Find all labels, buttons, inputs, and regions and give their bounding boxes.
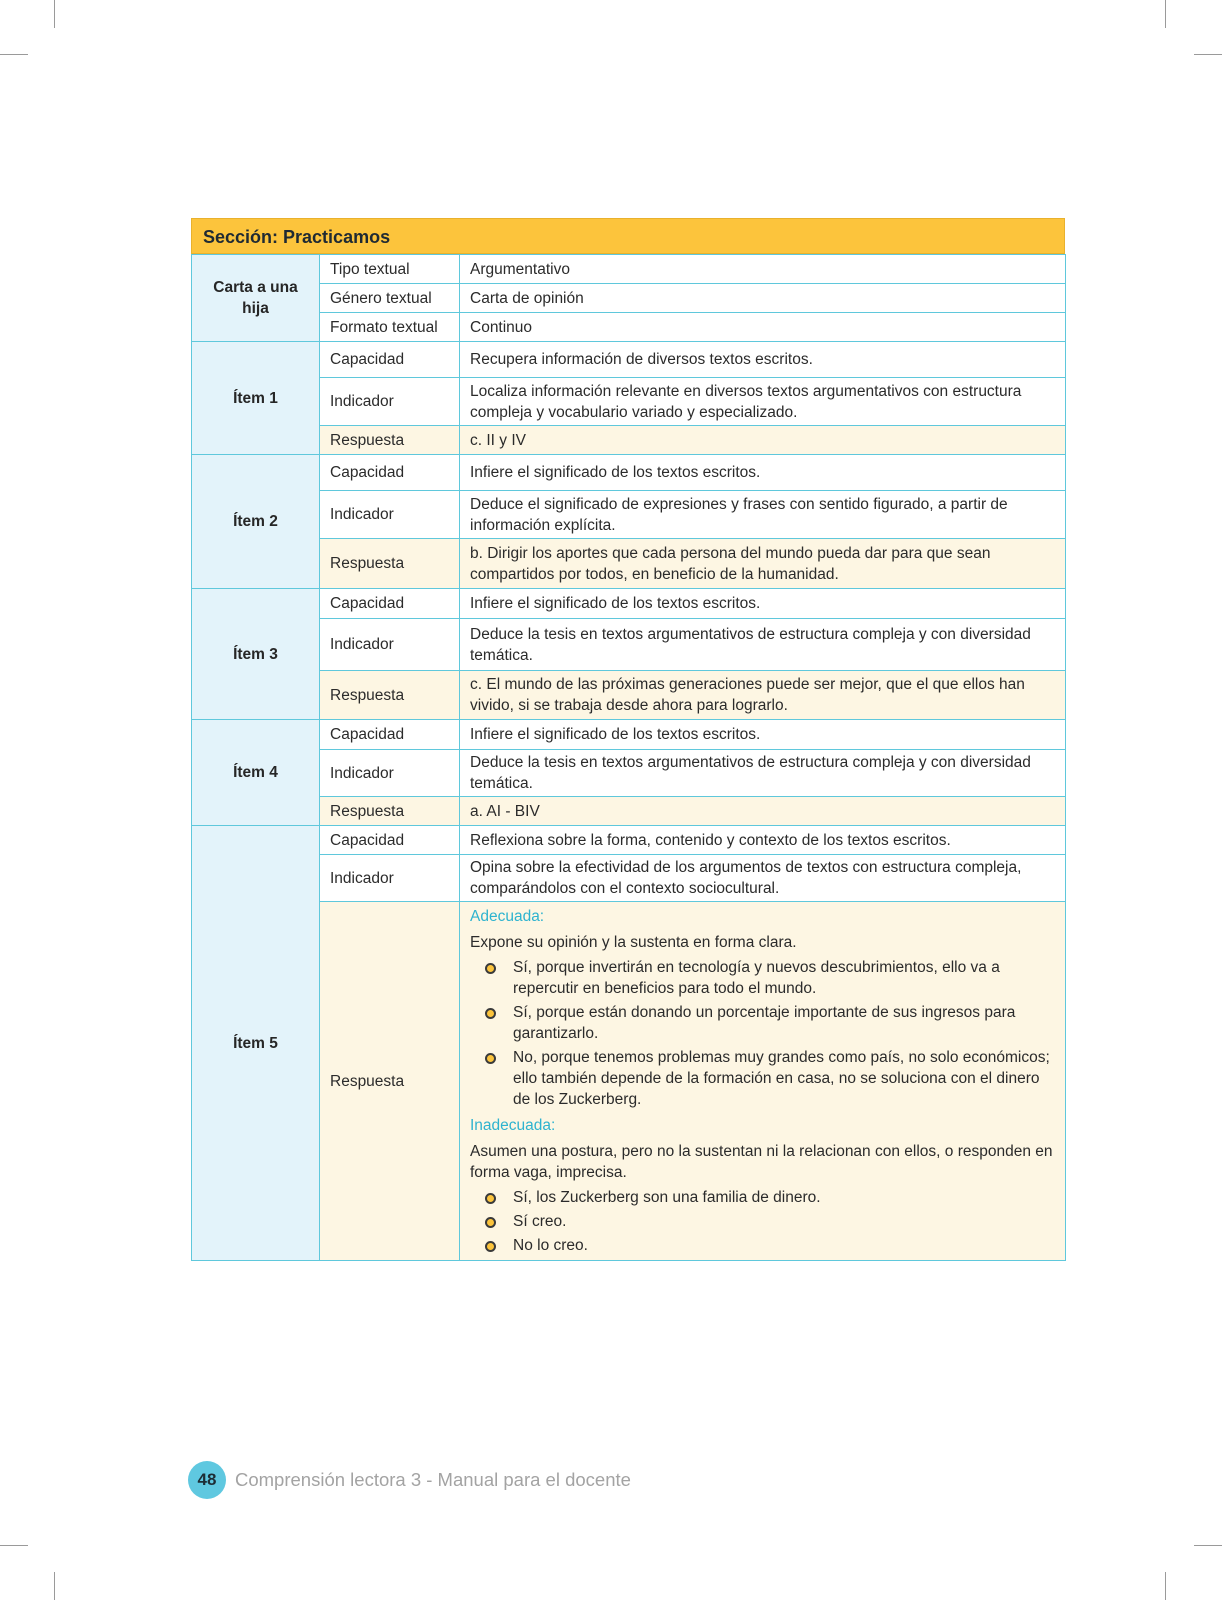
table-row xyxy=(192,313,1066,342)
capacidad-value: Reflexiona sobre la forma, contenido y contexto de los textos escritos. xyxy=(460,826,1066,855)
table-row xyxy=(192,426,1066,455)
crop-mark xyxy=(1194,1545,1222,1546)
list-item: No, porque tenemos problemas muy grandes como país, no solo económicos; ello también depende de la formación en casa, no se soluciona con el dinero de los Zuckerberg. xyxy=(470,1047,1055,1110)
indicador-key: Indicador xyxy=(320,750,460,797)
inadecuada-heading: Inadecuada: xyxy=(470,1117,556,1134)
crop-mark xyxy=(54,1572,55,1600)
capacidad-key: Capacidad xyxy=(320,720,460,750)
item-label: Ítem 5 xyxy=(192,826,320,1261)
table-row xyxy=(192,797,1066,826)
respuesta-value: c. El mundo de las próximas generaciones puede ser mejor, que el que ellos han vivido, si se trabaja desde ahora para lograrlo. xyxy=(460,671,1066,720)
table-row xyxy=(192,902,1066,1261)
capacidad-value: Recupera información de diversos textos escritos. xyxy=(460,342,1066,378)
indicador-value: Localiza información relevante en diversos textos argumentativos con estructura compleja y vocabulario variado y especializado. xyxy=(460,378,1066,426)
indicador-value: Opina sobre la efectividad de los argumentos de textos con estructura compleja, comparándolos con el contexto sociocultural. xyxy=(460,855,1066,902)
table-row xyxy=(192,750,1066,797)
respuesta-key: Respuesta xyxy=(320,426,460,455)
capacidad-value: Infiere el significado de los textos escritos. xyxy=(460,455,1066,491)
indicador-key: Indicador xyxy=(320,619,460,671)
answer-key-table xyxy=(191,254,1066,1261)
section-banner: Sección: Practicamos xyxy=(191,218,1065,254)
crop-mark xyxy=(54,0,55,28)
table-row xyxy=(192,826,1066,855)
capacidad-key: Capacidad xyxy=(320,342,460,378)
text-title-cell: Carta a una hija xyxy=(192,255,320,342)
answer-key-sheet xyxy=(191,218,1065,1261)
respuesta-key: Respuesta xyxy=(320,797,460,826)
respuesta-value xyxy=(460,902,1066,1261)
crop-mark xyxy=(1165,0,1166,28)
indicador-value: Deduce la tesis en textos argumentativos de estructura compleja y con diversidad temática. xyxy=(460,750,1066,797)
table-row xyxy=(192,378,1066,426)
respuesta-value: a. AI - BIV xyxy=(460,797,1066,826)
adecuada-heading: Adecuada: xyxy=(470,908,545,925)
table-row xyxy=(192,855,1066,902)
capacidad-value: Infiere el significado de los textos escritos. xyxy=(460,589,1066,619)
row-key: Formato textual xyxy=(320,313,460,342)
adecuada-description: Expone su opinión y la sustenta en forma clara. xyxy=(470,934,797,951)
row-value: Continuo xyxy=(460,313,1066,342)
crop-mark xyxy=(1194,54,1222,55)
inadecuada-list xyxy=(470,1187,1055,1256)
table-row xyxy=(192,589,1066,619)
row-value: Argumentativo xyxy=(460,255,1066,284)
respuesta-key: Respuesta xyxy=(320,539,460,589)
respuesta-key: Respuesta xyxy=(320,671,460,720)
respuesta-key: Respuesta xyxy=(320,902,460,1261)
item-label: Ítem 1 xyxy=(192,342,320,455)
row-value: Carta de opinión xyxy=(460,284,1066,313)
list-item: Sí, los Zuckerberg son una familia de dinero. xyxy=(470,1187,1055,1208)
item-label: Ítem 2 xyxy=(192,455,320,589)
indicador-key: Indicador xyxy=(320,378,460,426)
respuesta-value: c. II y IV xyxy=(460,426,1066,455)
table-row xyxy=(192,284,1066,313)
crop-mark xyxy=(0,54,28,55)
list-item: Sí, porque invertirán en tecnología y nuevos descubrimientos, ello va a repercutir en beneficios para todo el mundo. xyxy=(470,957,1055,999)
list-item: No lo creo. xyxy=(470,1235,1055,1256)
table-row xyxy=(192,342,1066,378)
capacidad-value: Infiere el significado de los textos escritos. xyxy=(460,720,1066,750)
item-label: Ítem 3 xyxy=(192,589,320,720)
list-item: Sí creo. xyxy=(470,1211,1055,1232)
table-row xyxy=(192,539,1066,589)
list-item: Sí, porque están donando un porcentaje importante de sus ingresos para garantizarlo. xyxy=(470,1002,1055,1044)
indicador-key: Indicador xyxy=(320,855,460,902)
table-row xyxy=(192,255,1066,284)
indicador-value: Deduce el significado de expresiones y frases con sentido figurado, a partir de información explícita. xyxy=(460,491,1066,539)
book-title: Comprensión lectora 3 - Manual para el docente xyxy=(235,1469,631,1490)
table-row xyxy=(192,671,1066,720)
capacidad-key: Capacidad xyxy=(320,826,460,855)
table-row xyxy=(192,491,1066,539)
crop-mark xyxy=(1165,1572,1166,1600)
adecuada-list xyxy=(470,957,1055,1110)
indicador-value: Deduce la tesis en textos argumentativos de estructura compleja y con diversidad temática. xyxy=(460,619,1066,671)
inadecuada-description: Asumen una postura, pero no la sustentan ni la relacionan con ellos, o responden en forma vaga, imprecisa. xyxy=(470,1143,1053,1181)
row-key: Tipo textual xyxy=(320,255,460,284)
indicador-key: Indicador xyxy=(320,491,460,539)
table-row xyxy=(192,619,1066,671)
respuesta-value: b. Dirigir los aportes que cada persona del mundo pueda dar para que sean compartidos por todos, en beneficio de la humanidad. xyxy=(460,539,1066,589)
row-key: Género textual xyxy=(320,284,460,313)
page-number-badge: 48 xyxy=(188,1461,226,1499)
table-row xyxy=(192,455,1066,491)
item-label: Ítem 4 xyxy=(192,720,320,826)
table-row xyxy=(192,720,1066,750)
capacidad-key: Capacidad xyxy=(320,455,460,491)
crop-mark xyxy=(0,1545,28,1546)
capacidad-key: Capacidad xyxy=(320,589,460,619)
